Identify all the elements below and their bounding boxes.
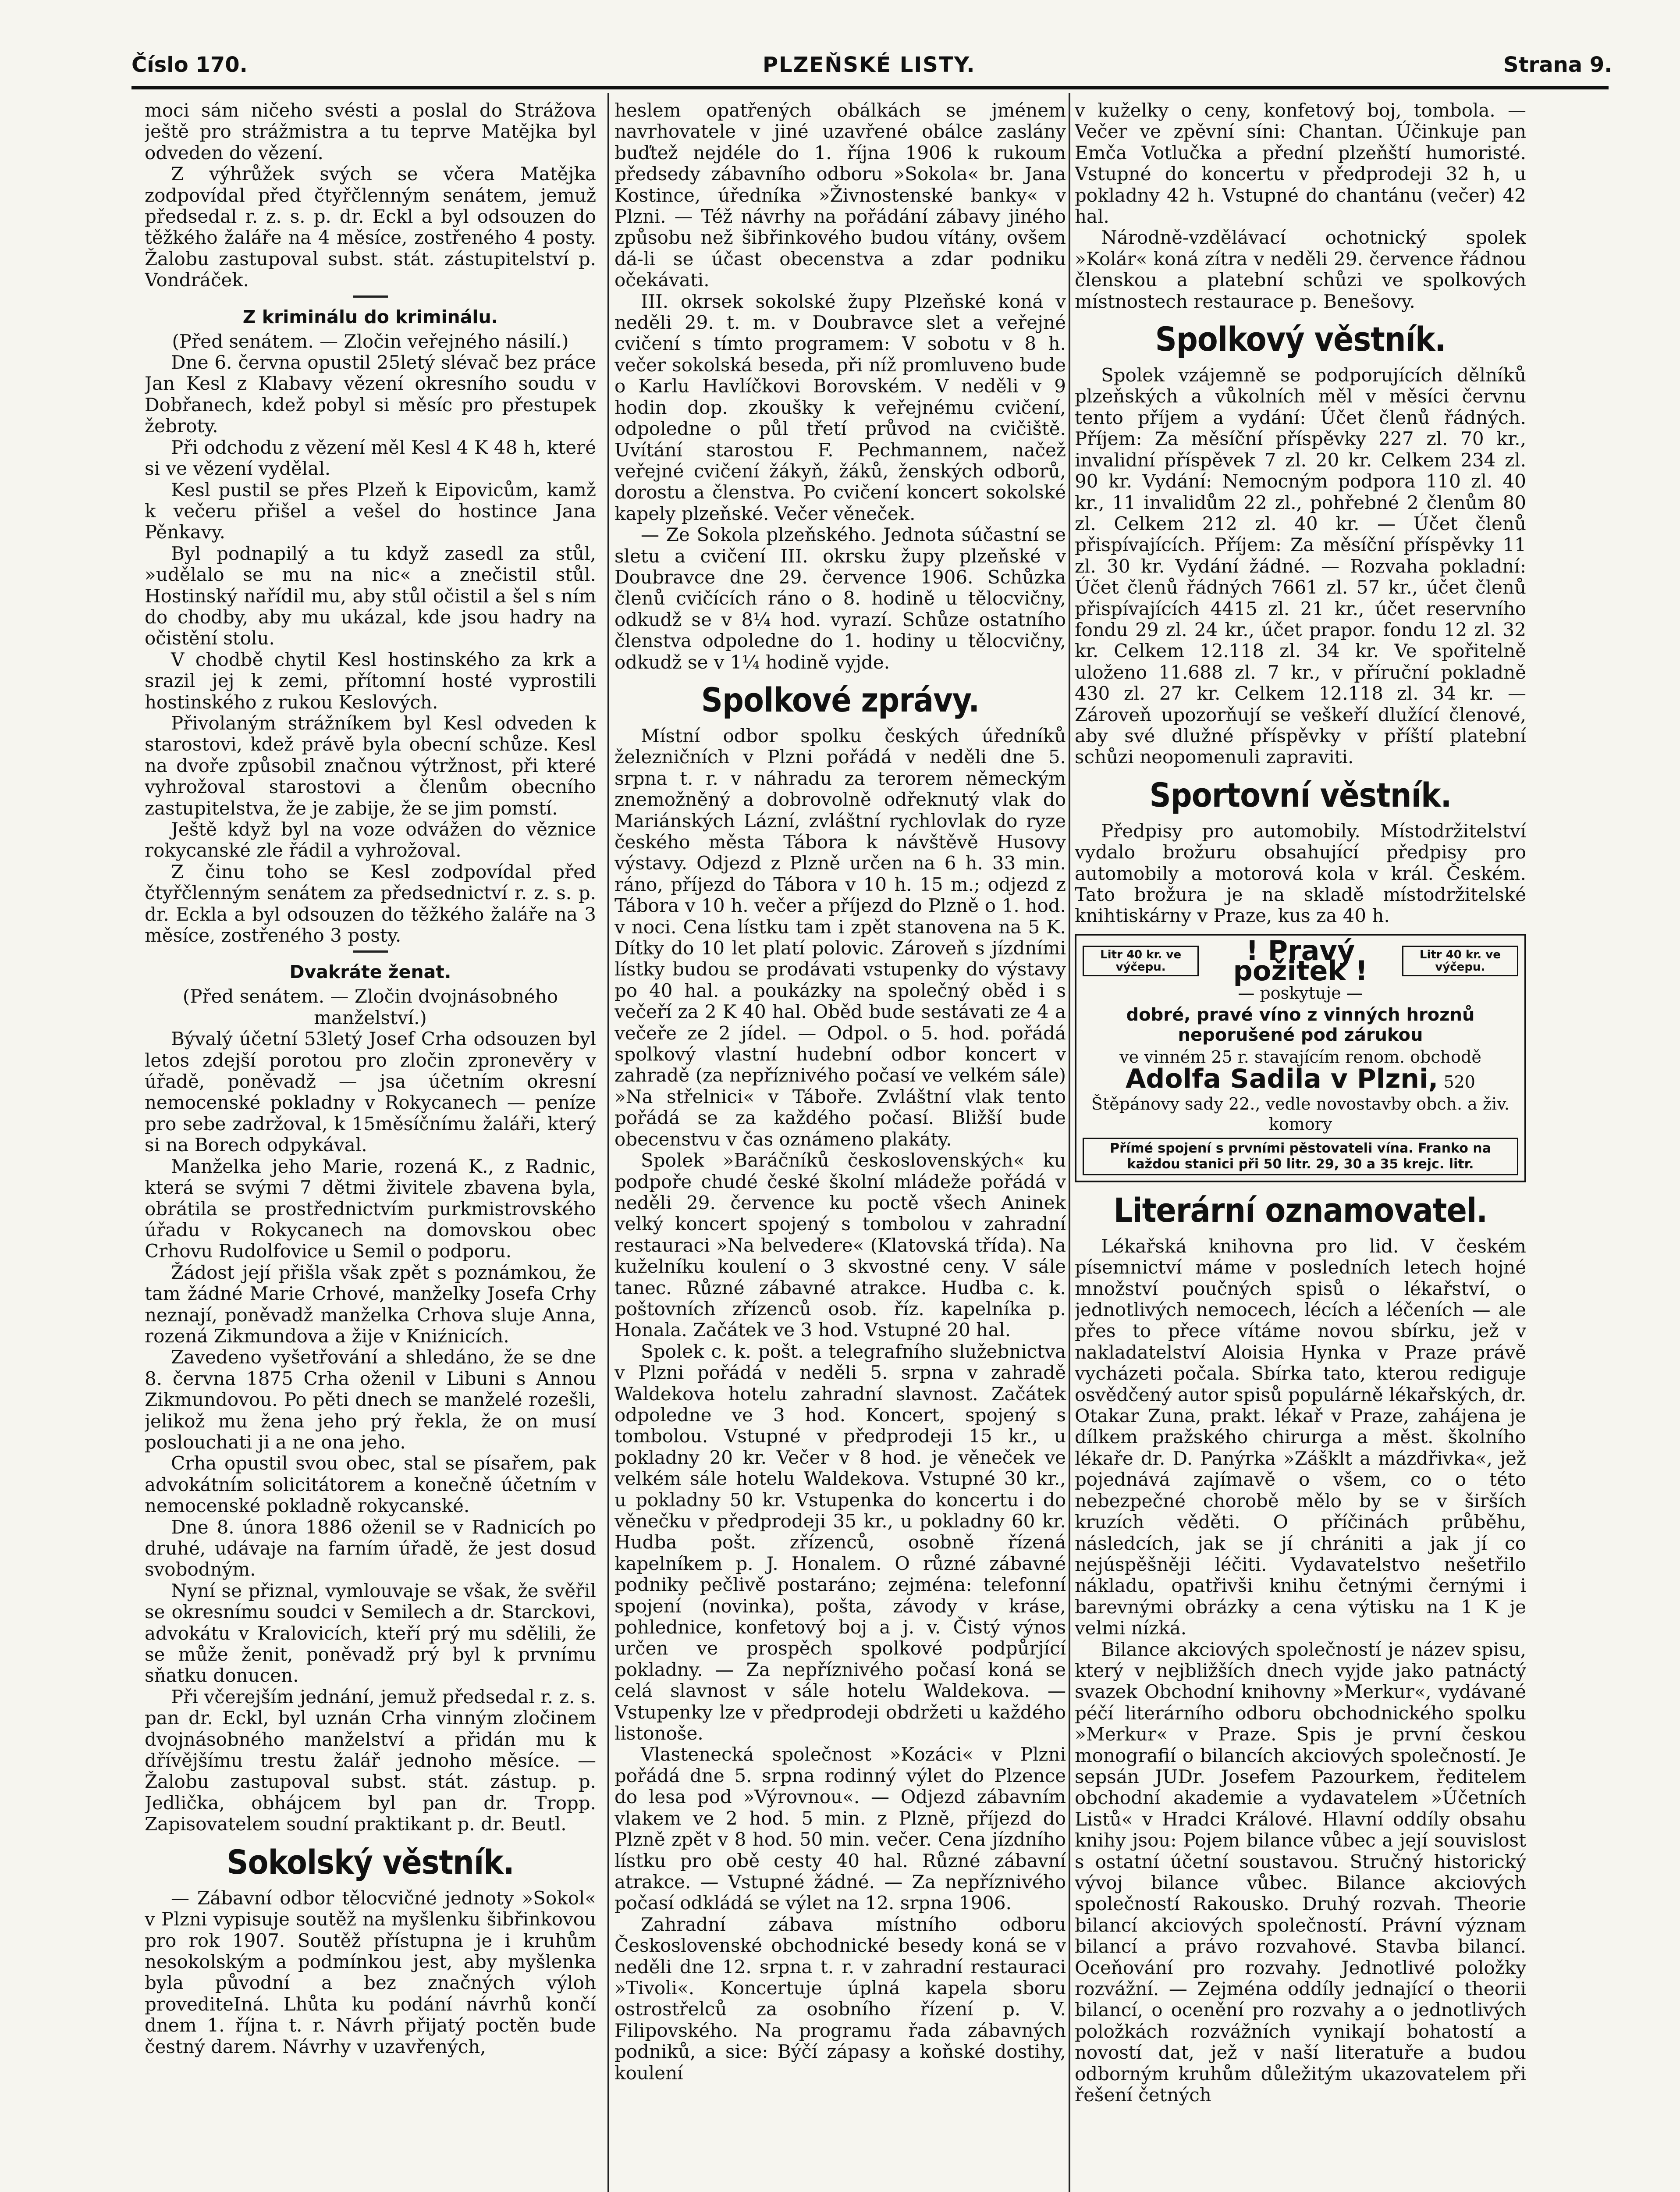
article-text: — Zábavní odbor tělocvičné jednoty »Sokol« v Plzni vypisuje soutěž na myšlenku šibřinkovou pro rok 1907. Soutěž přístupna je i kruhům nesokolským a podmínkou jest, aby myšlenka byla původní a bez značných výloh provediteIná. Lhůta ku podání návrhů končí dnem 1. října t. r. Návrh přijatý poctěn bude čestný darem. Návrhy v uzavřených, xyxy=(145,1887,596,2057)
article-text: Při včerejším jednání, jemuž předsedal r. z. s. pan dr. Eckl, byl uznán Crha vinným zločinem dvojnásobného manželství a přidán mu k dřívějšímu trestu žalář jednoho měsíce. — Žalobu zastupoval subst. stát. zástup. p. Jedlička, obhájcem byl pan dr. Tropp. Zapisovatelem soudní praktikant p. dr. Beutl. xyxy=(145,1686,596,1835)
article-text: Byl podnapilý a tu když zasedl za stůl, »udělalo se mu na nic« a znečistil stůl. Hostinský nařídil mu, aby stůl očistil a šel s ním do chodby, aby mu ukázal, kde jsou hadry na očistění stolu. xyxy=(145,542,596,649)
section-title: Literární oznamovatel. xyxy=(1113,1190,1488,1230)
article-text: Ještě když byl na voze odvážen do věznice rokycanské zle řádil a vyhrožoval. xyxy=(145,818,596,861)
column-1 xyxy=(145,100,596,2192)
article-text: III. okrsek sokolské župy Plzeňské koná v neděli 29. t. m. v Doubravce slet a veřejné cvičení s tímto programem: V sobotu v 8 h. večer sokolská beseda, při níž promluveno bude o Karlu Havlíčkovi Borovském. V neděli v 9 hodin dop. zkoušky k veřejnému cvičení, odpoledne o půl třetí průvod na cvičiště. Uvítání starostou F. Pechmannem, načež veřejné cvičení žákyň, žáků, ženských odborů, dorostu a členstva. Po cvičení koncert sokolské kapely plzeňské. Večer věneček. xyxy=(614,290,1066,524)
section-title: Sokolský věstník. xyxy=(227,1842,514,1882)
ad-address: Štěpánovy sady 22., vedle novostavby obch. a živ. komory xyxy=(1091,1094,1510,1134)
article-text: Spolek c. k. pošt. a telegrafního služebnictva v Plzni pořádá v neděli 5. srpna v zahradě Waldekova hotelu zahradní slavnost. Začátek odpoledne ve 3 hod. Koncert, spojený s tombolou. Vstupné v předprodeji 15 kr., u pokladny 20 kr. Večer v 8 hod. je věneček ve velkém sále hotelu Waldekova. Vstupné 30 kr., u pokladny 50 kr. Vstupenka do koncertu i do věnečku v předprodeji 35 kr., u pokladny 60 kr. Hudba pošt. zřízenců, osobně řízená kapelníkem p. J. Honalem. O různé zábavné podniky pečlivě postaráno; zejména: telefonní spojení (novinka), pošta, závody v kráse, pohlednice, konfetový boj a j. v. Čistý výnos určen ve prospěch spolkové podpůrjící pokladny. — Za nepříznivého počasí koná se celá slavnost v sále hotelu Waldekova. — Vstupenky lze v předprodeji obdržeti u každého listonoše. xyxy=(614,1340,1066,1744)
article-text: Žádost její přišla však zpět s poznámkou, že tam žádné Marie Crhové, manželky Josefa Crhy neznají, poněvadž manželka Crhova sluje Anna, rozená Zikmundova a žije v Kniźnicích. xyxy=(145,1261,596,1347)
article-text: V chodbě chytil Kesl hostinského za krk a srazil jej k zemi, přítomní hosté vyprostili hostinského z rukou Keslových. xyxy=(145,648,596,713)
section-title: Spolkový věstník. xyxy=(1155,320,1446,359)
newspaper-title: PLZEŇSKÉ LISTY. xyxy=(763,53,976,77)
ad-headline: ! Pravý požitek ! xyxy=(1233,934,1368,987)
article-text: Z výhrůžek svých se včera Matějka zodpovídal před čtyřčlenným senátem, jemuž předsedal r. z. s. p. dr. Eckl a byl odsouzen do těžkého žaláře na 4 měsíce, zostřeného 4 posty. Žalobu zastupoval subst. stát. zástupitelství p. Vondráček. xyxy=(145,163,596,291)
article-text: Manželka jeho Marie, rozená K., z Radnic, která se svými 7 dětmi živitele zbavena byla, obrátila se prostřednictvím purkmistrovského úřadu v Rokycanech na domovskou obec Crhovu Rudolfovice u Semil o podporu. xyxy=(145,1155,596,1262)
article-text: Kesl pustil se přes Plzeň k Eipovicům, kamž k večeru přišel a vešel do hostince Jana Pěnkavy. xyxy=(145,479,596,543)
ad-code: 520 xyxy=(1443,1072,1475,1092)
article-text: — Ze Sokola plzeňského. Jednota súčastní se sletu a cvičení III. okrsku župy plzeňské v Doubravce dne 29. července 1906. Schůzka členů cvičících ráno o 8. hodině u tělocvičny, odkudž se v 8¼ hod. vyrazí. Schůze ostatního členstva odpoledne do 1. hodiny u tělocvičny, odkudž se v 1¼ hodině vyjde. xyxy=(614,524,1066,673)
price-box-left: Litr 40 kr. ve výčepu. xyxy=(1083,946,1199,976)
ad-text: ve vinném 25 r. stavajícím renom. obchodě xyxy=(1119,1047,1481,1067)
column-3 xyxy=(1075,100,1526,2192)
page-side-label: Strana 9. xyxy=(1503,53,1613,77)
section-divider xyxy=(353,295,388,298)
article-subheading: (Před senátem. — Zločin veřejného násilí.) xyxy=(172,330,569,352)
article-text: Lékařská knihovna pro lid. V českém písemnictví máme v posledních letech hojné množství poučných spisů o lékařství, o jednotlivých nemocech, lécích a léčeních — ale přes to přece vítáme novou sbírku, jež v nakladatelství Aloisia Hynka v Praze právě vycházeti počala. Sbírka tato, kterou rediguje osvědčený autor spisů populárně lékařských, dr. Otakar Zuna, prakt. lékař v Praze, zahájena je dílkem pražského chirurga a měst. školního lékaře dr. D. Panýrka »Zášklt a mázdřivka«, jež pojednává zajímavě o všem, co o této nebezpečné chorobě mělo by se v širších kruzích věděti. O příčinách průběhu, následcích, jak se jí chrániti a jak jí co nejúspěšněji léčiti. Vydavatelstvo nešetřilo nákladu, opatřivši knihu četnými černými i barevnými obrázky a cena výtisku na 1 K je velmi nízká. xyxy=(1075,1235,1526,1639)
column-divider-1 xyxy=(607,93,609,2192)
article-text: Vlastenecká společnost »Kozáci« v Plzni pořádá dne 5. srpna rodinný výlet do Plzence do lesa pod »Výrovnou«. — Odjezd zábavním vlakem ve 2 hod. 5 min. z Plzně, příjezd do Plzně zpět v 8 hod. 50 min. večer. Cena jízdního lístku pro obě cesty 40 hal. Různé zábavní atrakce. — Vstupné žádné. — Za nepříznivého počasí odkládá se výlet na 12. srpna 1906. xyxy=(614,1744,1066,1914)
wine-advertisement xyxy=(1075,934,1526,1182)
price-box-right: Litr 40 kr. ve výčepu. xyxy=(1402,946,1518,976)
article-text: Nyní se přiznal, vymlouvaje se však, že svěřil se okresnímu soudci v Semilech a dr. Starckovi, advokátu v Kralovicích, kteří prý mu sdělili, že se může ženit, poněvadž prý byl k prvnímu sňatku donucen. xyxy=(145,1580,596,1687)
article-text: Spolek vzájemně se podporujících dělníků plzeňských a vůkolních měl v měsíci červnu tento příjem a vydání: Účet členů řádných. Příjem: Za měsíční příspěvky 227 zl. 70 kr., invalidní příspěvek 7 zl. 20 kr. Celkem 234 zl. 90 kr. Vydání: Nemocným podpora 110 zl. 40 kr., 11 invalidům 22 zl., pohřebné 2 členům 80 zl. Celkem 212 zl. 40 kr. — Účet členů přispívajících. Příjem: Za měsíční příspěvky 11 zl. 30 kr. Vydání žádné. — Rozvaha pokladní: Účet členů řádných 7661 zl. 57 kr., účet členů přispívajících 4415 zl. 21 kr., účet reservního fondu 29 zl. 24 kr., účet prapor. fondu 12 zl. 32 kr. Celkem 12.118 zl. 34 kr. Ve spořitelně uloženo 11.688 zl. 7 kr., v příruční pokladně 430 zl. 27 kr. Celkem 12.118 zl. 34 kr. — Zároveň upozorňují se veškeří dlužící členové, aby své dlužné příspěvky v příští platební schůzi neopomenuli zapraviti. xyxy=(1075,364,1526,768)
article-text: v kuželky o ceny, konfetový boj, tombola. — Večer ve zpěvní síni: Chantan. Účinkuje pan Emča Votlučka a přední plzeňští humoristé. Vstupné do koncertu v předprodeji 32 h, u pokladny 42 h. Vstupné do chantánu (večer) 42 hal. xyxy=(1075,100,1526,228)
article-text: Místní odbor spolku českých úředníků železničních v Plzni pořádá v neděli dne 5. srpna t. r. v náhradu za terorem německým znemožněný a dobrovolně odřeknutý vlak do Mariánských Lázní, zvláštní rychlovlak do ryze českého města Tábora k návštěvě Husovy výstavy. Odjezd z Plzně určen na 6 h. 33 min. ráno, příjezd do Tábora v 10 h. 15 m.; odjezd z Tábora v 10 h. večer a příjezd do Plzně o 1. hod. v noci. Cena lístku tam i zpět stanovena na 5 K. Dítky do 10 let platí polovic. Zároveň s jízdními lístky budou se prodávati vstupenky do výstavy po 40 hal. a poukázky na společný oběd i s večeří za 2 K 40 hal. Oběd bude sestávati ze 4 a večeře ze 2 jídel. — Odpol. o 5. hod. pořádá spolkový vlastní hudební odbor koncert v zahradě (za nepříznivého počasí ve velkém sále) »Na střelnici« v Táboře. Zvláštní vlak tento pořádá se za každého počasí. Bližší bude obecenstvu v čas oznámeno plakáty. xyxy=(614,725,1066,1150)
article-subheading: (Před senátem. — Zločin dvojnásobného manželství.) xyxy=(182,986,558,1028)
article-text: Bilance akciových společností je název spisu, který v nejbližších dnech vyjde jako patnáctý svazek Obchodní knihovny »Merkur«, vydávané péčí literárního odboru obchodnického spolku »Merkur« v Praze. Spis je první českou monografií o bilancích akciových společností. Je sepsán JUDr. Josefem Pazourkem, ředitelem obchodní akademie a vydavatelem »Účetních Listů« v Hradci Králové. Hlavní oddíly obsahu knihy jsou: Pojem bilance vůbec a její souvislost s ostatní účetní soustavou. Stručný historický vývoj bilance vůbec. Bilance akciových společností Rakousko. Druhý rozvah. Theorie bilancí akciových společností. Právní význam bilancí a právo rozvahové. Stavba bilancí. Oceňování pro rozvahy. Jednotlivé položky rozvážní. — Zejména oddíly jednající o theorii bilancí, o ocenění pro rozvahy a o jednotlivých položkách rozvážních vynikají bohatostí a novostí dat, jež v naší literatuře a budou odborným kruhům důležitým ukazovatelem při řešení četných xyxy=(1075,1638,1526,2106)
ad-offer-box: Přímé spojení s prvními pěstovateli vína. Franko na každou stanici při 50 litr. 29, 30 a 35 krejc. litr. xyxy=(1083,1138,1518,1175)
header-rule xyxy=(131,86,1609,89)
article-text: Předpisy pro automobily. Místodržitelství vydalo brožuru obsahující předpisy pro automobily a motorová kola v král. Českém. Tato brožura je na skladě místodržitelské knihtiskárny v Praze, kus za 40 h. xyxy=(1075,820,1526,927)
article-text: Dne 6. června opustil 25letý slévač bez práce Jan Kesl z Klabavy vězení okresního soudu v Dobřanech, kdež pobyl si měsíc pro přestupek žebroty. xyxy=(145,352,596,437)
article-text: Při odchodu z vězení měl Kesl 4 K 48 h, které si ve vězení vydělal. xyxy=(145,436,596,480)
article-heading: Dvakráte ženat. xyxy=(289,961,451,983)
article-text: Přivolaným strážníkem byl Kesl odveden k starostovi, kdež právě byla obecní schůze. Kesl na dvoře způsobil značnou výtržnost, při které vyhrožoval starostovi a členům obecního zastupitelstva, že je zabije, že se jim pomstí. xyxy=(145,712,596,819)
column-2 xyxy=(614,100,1066,2192)
page-number-label: Číslo 170. xyxy=(131,53,248,77)
ad-company-name: Adolfa Sadila v Plzni, xyxy=(1126,1063,1438,1094)
article-text: Zahradní zábava místního odboru Československé obchodnické besedy koná se v neděli dne 12. srpna t. r. v zahradní restauraci »Tivoli«. Koncertuje úplná kapela sboru ostrostřelců za osobního řízení p. V. Filipovského. Na programu řada zábavných podniků, a sice: Býčí zápasy a koňské dostihy, koulení xyxy=(614,1913,1066,2084)
column-divider-2 xyxy=(1069,93,1070,2192)
article-text: Crha opustil svou obec, stal se písařem, pak advokátním solicitátorem a konečně účetním v nemocenské pokladně rokycanské. xyxy=(145,1452,596,1517)
article-text: heslem opatřených obálkách se jménem navrhovatele v jiné uzavřené obálce zaslány buďtež nejdéle do 1. října 1906 k rukoum předsedy zábavního odboru »Sokola« br. Jana Kostince, úředníka »Živnostenské banky« v Plzni. — Též návrhy na pořádání zábavy jiného způsobu než šibřinkového budou vítány, ovšem dá-li se účast obecenstva a zdar podniku očekávati. xyxy=(614,100,1066,291)
article-text: Z činu toho se Kesl zodpovídal před čtyřčlenným senátem za předsednictví r. z. s. p. dr. Eckla a byl odsouzen do těžkého žaláře na 3 měsíce, zostřeného 3 posty. xyxy=(145,861,596,947)
article-text: Dne 8. února 1886 oženil se v Radnicích po druhé, udávaje na farním úřadě, že jest dosud svobodným. xyxy=(145,1516,596,1580)
article-heading: Z kriminálu do kriminálu. xyxy=(242,306,498,327)
article-text: Spolek »Baráčníků československých« ku podpoře chudé české školní mládeže pořádá v neděli 29. července ku poctě všech Aninek velký koncert spojený s tombolou v zahradní restauraci »Na belvedere« (Klatovská třída). Na kuželníku koulení o 3 skvostné ceny. V sále tanec. Různé zábavné atrakce. Hudba c. k. poštovních zřízenců osob. říz. kapelníka p. Honala. Začátek ve 3 hod. Vstupné 20 hal. xyxy=(614,1149,1066,1341)
article-text: Bývalý účetní 53letý Josef Crha odsouzen byl letos zdejší porotou pro zločin zpronevěry v úřadě, poněvadž — jsa účetním okresní nemocenské pokladny v Rokycanech — peníze pro sebe zadržoval, k 15měsíčnímu žaláři, který si na Borech odpykával. xyxy=(145,1028,596,1156)
section-title: Sportovní věstník. xyxy=(1149,775,1452,815)
section-title: Spolkové zprávy. xyxy=(701,680,980,719)
ad-text: — poskytuje — xyxy=(1238,983,1363,1003)
article-text: moci sám ničeho svésti a poslal do Strážova ještě pro strážmistra a tu teprve Matějka byl odveden do vězení. xyxy=(145,100,596,164)
article-text: Zavedeno vyšetřování a shledáno, že se dne 8. června 1875 Crha oženil v Libuni s Annou Zikmundovou. Po pěti dnech se manželé rozešli, jelikož mu žena jeho prý řekla, že on musí poslouchati ji a ne ona jeho. xyxy=(145,1346,596,1453)
section-divider xyxy=(353,950,388,953)
article-text: Národně-vzdělávací ochotnický spolek »Kolár« koná zítra v neděli 29. července řádnou členskou a platební schůzi ve spolkových místnostech restaurace p. Benešovy. xyxy=(1075,227,1526,312)
ad-text: dobré, pravé víno z vinných hroznů neporušené pod zárukou xyxy=(1126,1004,1475,1045)
